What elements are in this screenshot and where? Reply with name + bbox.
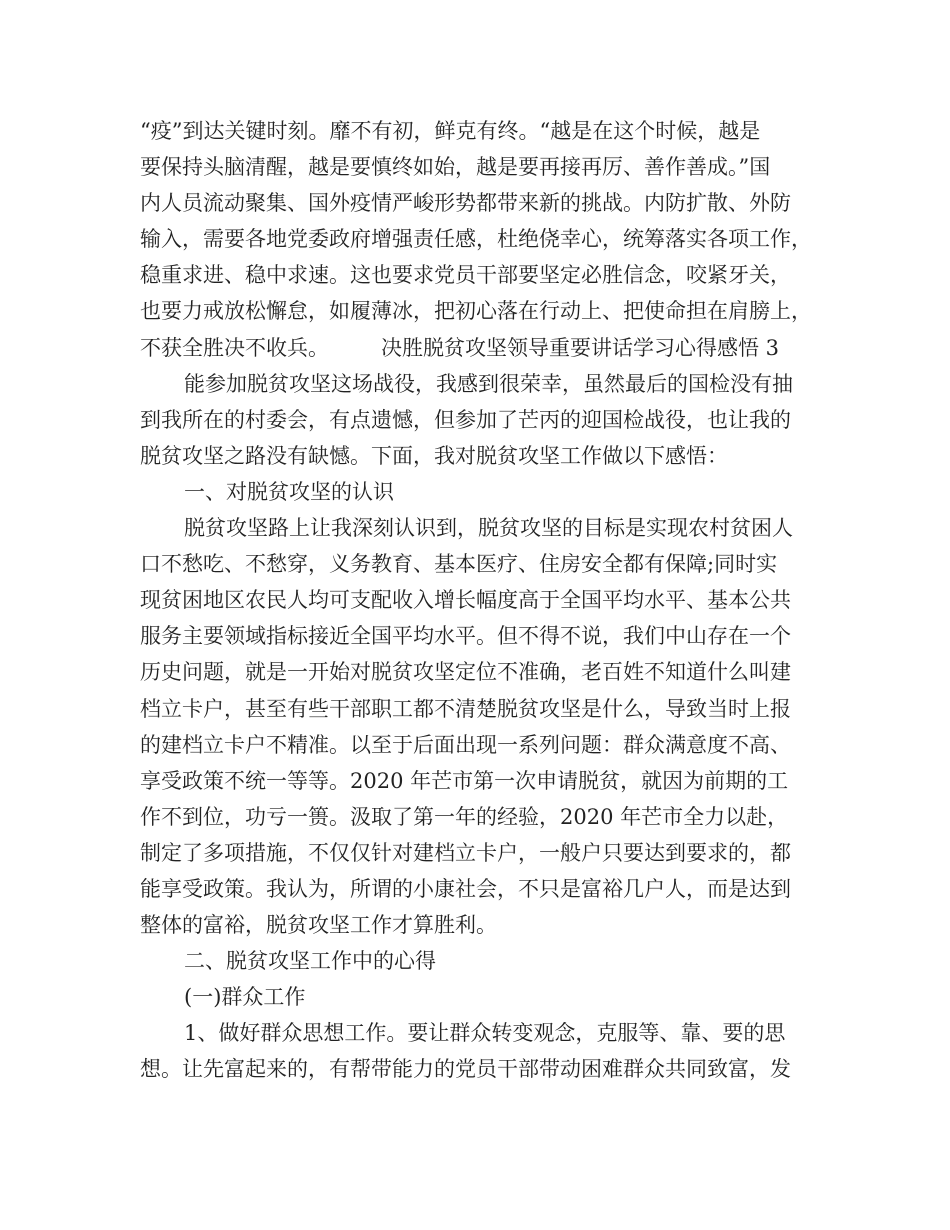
text-line: 到我所在的村委会，有点遗憾，但参加了芒丙的迎国检战役，也让我的 <box>140 407 791 432</box>
text-line-with-title <box>140 330 830 366</box>
text-line: 历史问题，就是一开始对脱贫攻坚定位不准确，老百姓不知道什么叫建 <box>140 660 791 685</box>
heading-experience: 二、脱贫攻坚工作中的心得 <box>184 949 436 974</box>
text-line: 现贫困地区农民人均可支配收入增长幅度高于全国平均水平、基本公共 <box>140 588 791 613</box>
text-line: 输入，需要各地党委政府增强责任感，杜绝侥幸心，统筹落实各项工作， <box>140 227 812 252</box>
text-line: 享受政策不统一等等。2020 年芒市第一次申请脱贫，就因为前期的工 <box>140 768 789 793</box>
text-line: 内人员流动聚集、国外疫情严峻形势都带来新的挑战。内防扩散、外防 <box>140 191 791 216</box>
text-line: 要保持头脑清醒，越是要慎终如始，越是要再接再厉、善作善成。”国 <box>140 155 771 180</box>
text-line: 档立卡户，甚至有些干部职工都不清楚脱贫攻坚是什么，导致当时上报 <box>140 696 791 721</box>
text-line: 的建档立卡户不精准。以至于后面出现一系列问题：群众满意度不高、 <box>140 732 791 757</box>
text-line: 能享受政策。我认为，所谓的小康社会，不只是富裕几户人，而是达到 <box>140 876 791 901</box>
paragraph-start: 1、做好群众思想工作。要让群众转变观念，克服等、靠、要的思 <box>184 1021 786 1046</box>
text-line: 作不到位，功亏一篑。汲取了第一年的经验，2020 年芒市全力以赴， <box>140 804 789 829</box>
text-line: 不获全胜决不收兵。 <box>140 335 329 360</box>
paragraph-start: 脱贫攻坚路上让我深刻认识到，脱贫攻坚的目标是实现农村贫困人 <box>184 516 793 541</box>
text-line: “疫”到达关键时刻。靡不有初，鲜克有终。“越是在这个时候，越是 <box>140 119 761 143</box>
text-line: 口不愁吃、不愁穿，义务教育、基本医疗、住房安全都有保障;同时实 <box>140 552 778 577</box>
text-line: 也要力戒放松懈怠，如履薄冰，把初心落在行动上、把使命担在肩膀上， <box>140 299 812 324</box>
text-line: 稳重求进、稳中求速。这也要求党员干部要坚定必胜信念，咬紧牙关， <box>140 263 791 288</box>
text-line: 想。让先富起来的，有帮带能力的党员干部带动困难群众共同致富，发 <box>140 1057 791 1082</box>
text-line: 服务主要领域指标接近全国平均水平。但不得不说，我们中山存在一个 <box>140 624 791 649</box>
document-body <box>140 113 830 1088</box>
text-line: 脱贫攻坚之路没有缺憾。下面，我对脱贫攻坚工作做以下感悟： <box>140 443 728 468</box>
heading-recognition: 一、对脱贫攻坚的认识 <box>184 479 394 504</box>
paragraph-start: 能参加脱贫攻坚这场战役，我感到很荣幸，虽然最后的国检没有抽 <box>184 371 793 396</box>
subheading-mass-work: (一)群众工作 <box>184 985 306 1010</box>
text-line: 整体的富裕，脱贫攻坚工作才算胜利。 <box>140 913 497 938</box>
text-line: 制定了多项措施，不仅仅针对建档立卡户，一般户只要达到要求的，都 <box>140 840 791 865</box>
section-title: 决胜脱贫攻坚领导重要讲话学习心得感悟 3 <box>381 335 780 360</box>
